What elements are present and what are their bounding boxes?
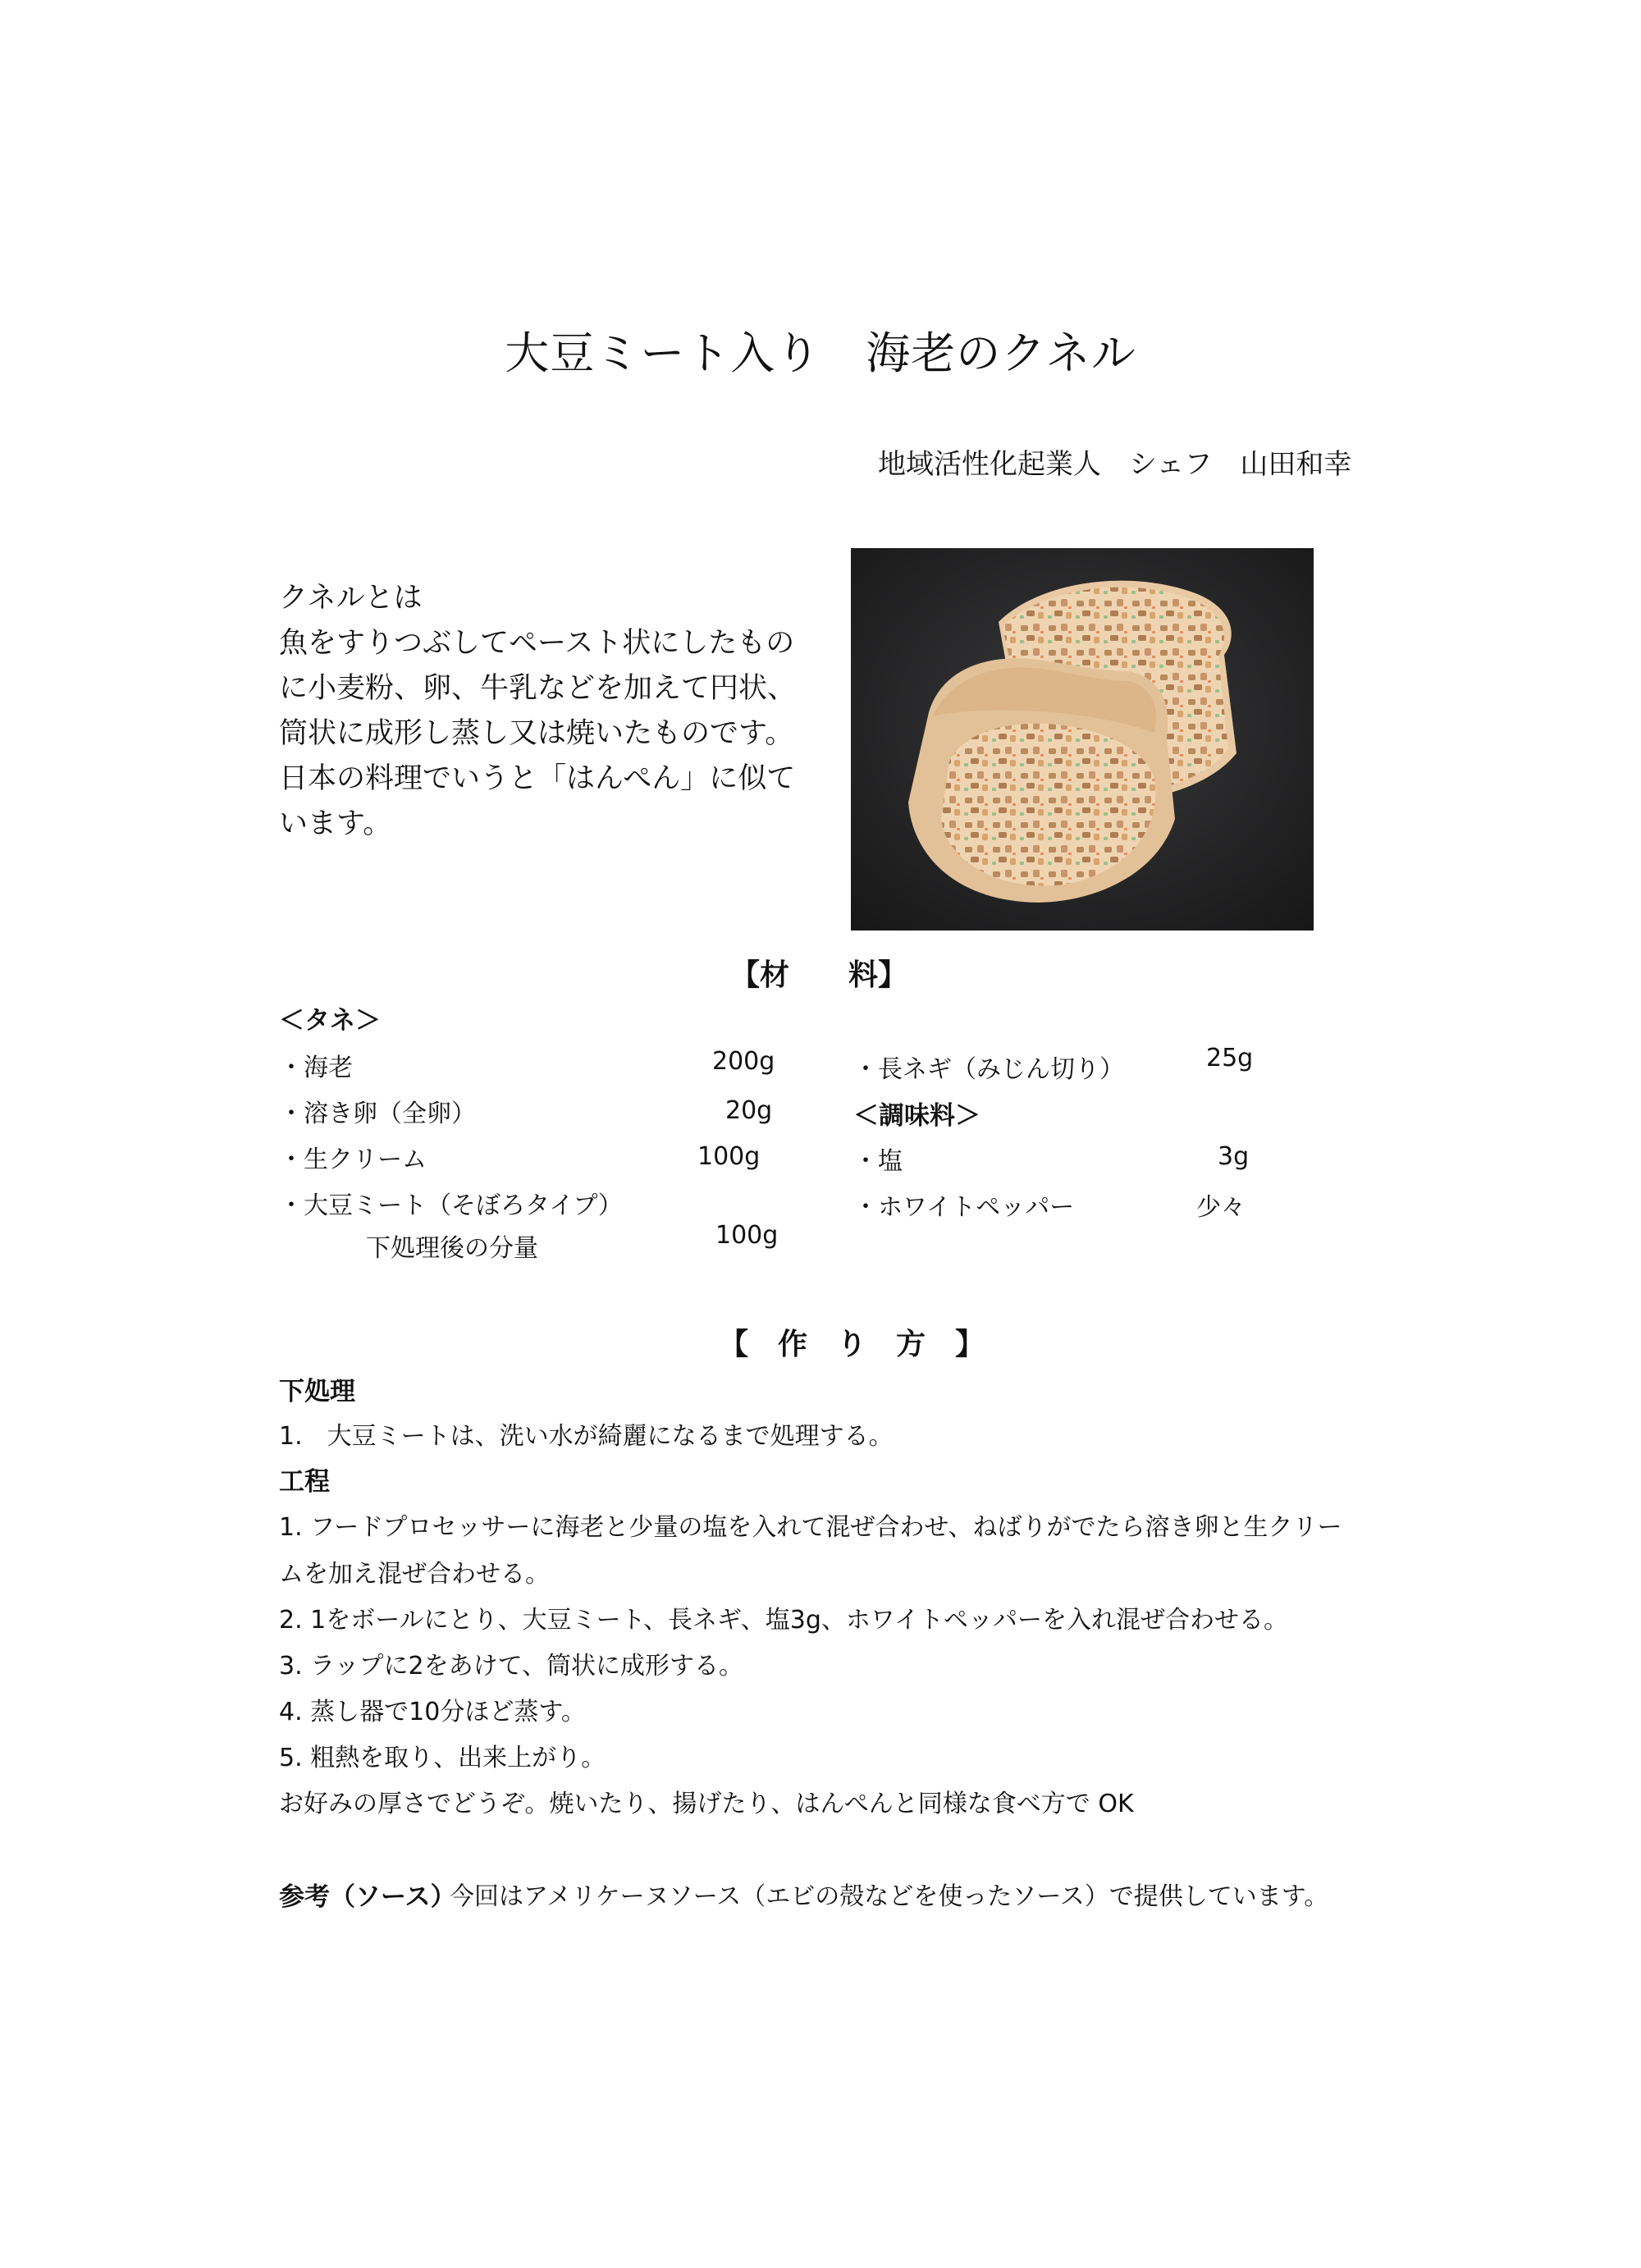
tane-heading: ＜タネ＞ [279, 1006, 381, 1036]
intro-line: クネルとは [279, 582, 423, 615]
ingredient-amount: 100g [697, 1142, 761, 1171]
ingredients-heading: 【材 料】 [730, 958, 908, 992]
reference-label: 参考（ソース） [279, 1882, 456, 1912]
seasoning-amount: 少々 [1196, 1193, 1246, 1222]
prep-heading: 下処理 [279, 1377, 355, 1406]
process-step: ムを加え混ぜ合わせる。 [279, 1560, 550, 1589]
prep-step: 1. 大豆ミートは、洗い水が綺麗になるまで処理する。 [279, 1422, 894, 1451]
intro-line: に小麦粉、卵、牛乳などを加えて円状、 [279, 672, 797, 705]
process-step: 5. 粗熱を取り、出来上がり。 [279, 1744, 606, 1772]
intro-line: 日本の料理でいうと「はんぺん」に似て [279, 762, 796, 795]
seasoning-amount: 3g [1218, 1142, 1250, 1171]
ingredient-name: ・大豆ミート（そぼろタイプ） [279, 1191, 623, 1220]
seasoning-name: ・ホワイトペッパー [853, 1193, 1075, 1222]
ingredient-name: ・長ネギ（みじん切り） [853, 1055, 1124, 1084]
ingredient-name: ・生クリーム [279, 1145, 427, 1174]
seasoning-name: ・塩 [853, 1147, 903, 1176]
serving-note: お好みの厚さでどうぞ。焼いたり、揚げたり、はんぺんと同様な食べ方で OK [279, 1790, 1134, 1818]
process-heading: 工程 [279, 1467, 330, 1497]
process-step: 1. フードプロセッサーに海老と少量の塩を入れて混ぜ合わせ、ねばりがでたら溶き卵と生クリー [279, 1513, 1342, 1542]
quenelle-photo [851, 548, 1314, 931]
reference-text: 今回はアメリケーヌソース（エビの殻などを使ったソース）で提供しています。 [450, 1882, 1329, 1911]
page-title: 大豆ミート入り 海老のクネル [505, 327, 1136, 379]
author-line: 地域活性化起業人 シェフ 山田和幸 [878, 448, 1352, 481]
intro-line: 筒状に成形し蒸し又は焼いたものです。 [279, 717, 794, 750]
process-step: 2. 1をボールにとり、大豆ミート、長ネギ、塩3g、ホワイトペッパーを入れ混ぜ合わせる。 [279, 1606, 1288, 1635]
intro-line: 魚をすりつぶしてペースト状にしたもの [279, 627, 795, 660]
ingredient-name: ・溶き卵（全卵） [279, 1100, 476, 1128]
method-heading: 【 作 り 方 】 [719, 1328, 985, 1361]
ingredient-amount: 25g [1206, 1044, 1254, 1072]
ingredient-name: 下処理後の分量 [366, 1234, 538, 1263]
intro-text [279, 576, 804, 847]
intro-line: います。 [279, 807, 392, 840]
process-step: 4. 蒸し器で10分ほど蒸す。 [279, 1698, 586, 1726]
ingredient-amount: 200g [712, 1047, 775, 1076]
ingredient-amount: 100g [715, 1221, 779, 1250]
process-step: 3. ラップに2をあけて、筒状に成形する。 [279, 1652, 744, 1680]
ingredient-amount: 20g [725, 1096, 773, 1125]
quenelle-photo-image [851, 548, 1314, 931]
ingredient-name: ・海老 [279, 1054, 353, 1082]
seasoning-heading: ＜調味料＞ [853, 1101, 980, 1131]
